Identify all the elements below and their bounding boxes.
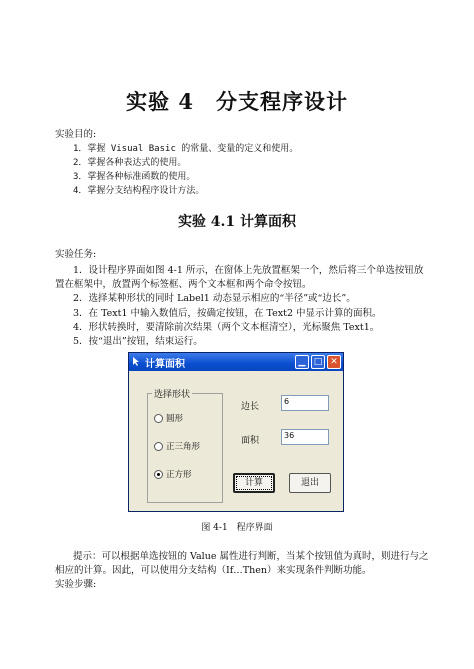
option-square[interactable] (154, 468, 192, 480)
radio-icon (154, 414, 163, 423)
option-label: 圆形 (166, 414, 184, 424)
option-triangle[interactable] (154, 440, 200, 452)
maximize-button[interactable]: □ (311, 355, 325, 369)
option-circle[interactable] (154, 412, 183, 424)
window-titlebar[interactable] (129, 353, 343, 371)
objective-item: 3．掌握各种标准函数的使用。 (73, 172, 196, 182)
task-item: 5．按“退出”按钮，结束运行。 (73, 336, 203, 347)
objective-item: 1．掌握 Visual Basic 的常量、变量的定义和使用。 (73, 144, 299, 154)
close-button[interactable]: ✕ (327, 355, 341, 369)
task-item: 3．在 Text1 中输入数值后，按确定按钮，在 Text2 中显示计算的面积。 (73, 308, 382, 319)
task-item: 4．形状转换时，要清除前次结果（两个文本框清空），光标聚焦 Text1。 (73, 322, 380, 333)
option-label: 正方形 (166, 470, 192, 480)
minimize-button[interactable]: ▁ (295, 355, 309, 369)
exit-button[interactable]: 退出 (289, 473, 331, 493)
task-item: 2．选择某种形状的同时 Label1 动态显示相应的“半径”或“边长”。 (73, 293, 356, 304)
radio-icon (154, 442, 163, 451)
task-item: 1．设计程序界面如图 4-1 所示，在窗体上先放置框架一个，然后将三个单选按钮放 (73, 265, 424, 276)
figure-caption: 图 4-1 程序界面 (201, 523, 273, 533)
text2-input[interactable]: 36 (281, 429, 329, 445)
objective-item: 4．掌握分支结构程序设计方法。 (73, 186, 205, 196)
text1-input[interactable]: 6 (281, 395, 329, 411)
objective-item: 2．掌握各种表达式的使用。 (73, 158, 187, 168)
label2: 面积 (241, 436, 260, 446)
section-title: 实验 4.1 计算面积 (177, 214, 297, 230)
calculate-button[interactable]: 计算 (233, 473, 275, 493)
option-label: 正三角形 (166, 442, 201, 452)
page-title: 实验 4 分支程序设计 (126, 89, 348, 114)
tasks-heading: 实验任务: (55, 249, 97, 260)
objectives-heading: 实验目的: (55, 129, 97, 140)
steps-heading: 实验步骤: (55, 579, 97, 590)
hint-line: 相应的计算。因此，可以使用分支结构（If…Then）来实现条件判断功能。 (55, 565, 372, 576)
vb-form-window (128, 352, 344, 512)
shape-frame (147, 390, 223, 503)
task-item: 置在框架中，放置两个标签框、两个文本框和两个命令按钮。 (55, 279, 312, 290)
label1: 边长 (241, 402, 260, 412)
hint-line: 提示：可以根据单选按钮的 Value 属性进行判断，当某个按钮值为真时，则进行与之 (73, 551, 429, 562)
radio-selected-icon (154, 470, 163, 479)
frame-caption: 选择形状 (152, 387, 192, 400)
form-icon (133, 357, 141, 366)
window-title: 计算面积 (145, 359, 185, 370)
